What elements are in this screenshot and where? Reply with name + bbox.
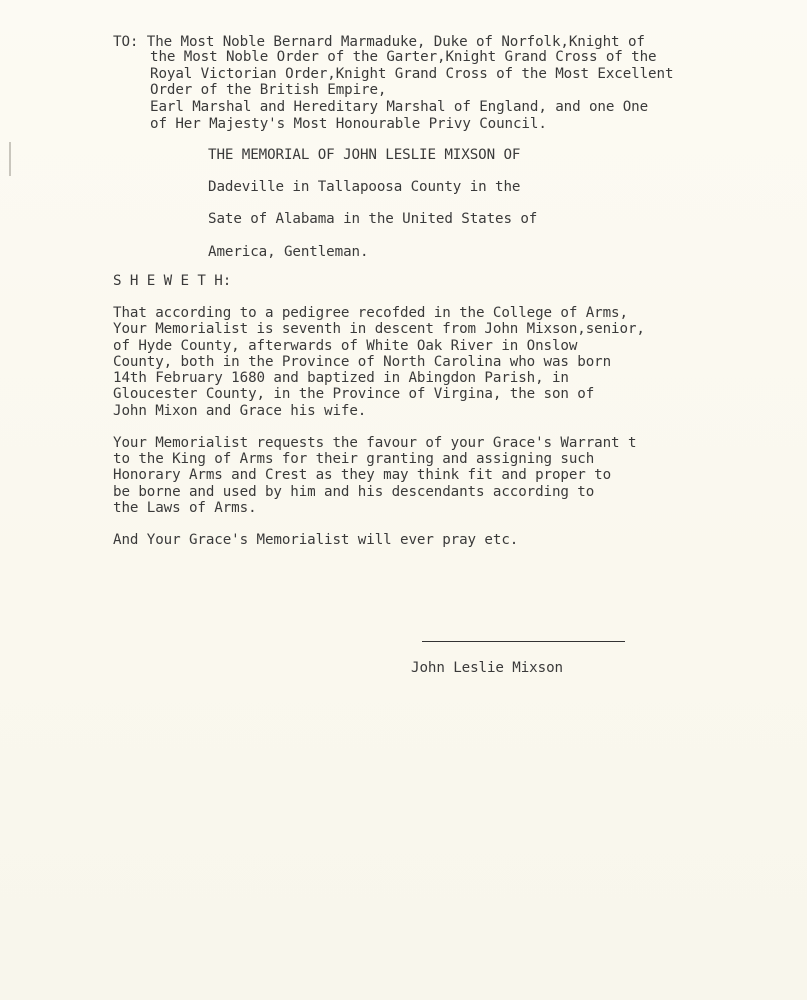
paragraph2-line-3: Honorary Arms and Crest as they may think fit and proper to (113, 467, 612, 483)
address-line-6: of Her Majesty's Most Honourable Privy Council. (150, 116, 547, 132)
paragraph1-line-3: of Hyde County, afterwards of White Oak River in Onslow (113, 338, 578, 354)
signature-name: John Leslie Mixson (411, 660, 563, 676)
paragraph2-line-2: to the King of Arms for their granting and assigning such (113, 451, 595, 467)
address-line-5: Earl Marshal and Hereditary Marshal of England, and one One (150, 99, 649, 115)
paragraph1-line-5: 14th February 1680 and baptized in Abingdon Parish, in (113, 370, 569, 386)
paragraph2-line-1: Your Memorialist requests the favour of your Grace's Warrant t (113, 435, 637, 451)
address-line-3: Royal Victorian Order,Knight Grand Cross of the Most Excellent (150, 66, 674, 82)
paragraph1-line-1: That according to a pedigree recofded in the College of Arms, (113, 305, 628, 321)
paragraph1-line-7: John Mixon and Grace his wife. (113, 403, 367, 419)
address-line-1: TO: The Most Noble Bernard Marmaduke, Duke of Norfolk,Knight of (113, 34, 645, 50)
scan-edge-mark (9, 142, 11, 176)
address-line-4: Order of the British Empire, (150, 82, 387, 98)
paragraph1-line-2: Your Memorialist is seventh in descent from John Mixson,senior, (113, 321, 645, 337)
paragraph2-line-5: the Laws of Arms. (113, 500, 257, 516)
sheweth-heading: S H E W E T H: (113, 273, 232, 289)
paragraph1-line-4: County, both in the Province of North Carolina who was born (113, 354, 612, 370)
paragraph2-line-4: be borne and used by him and his descendants according to (113, 484, 595, 500)
memorial-line-4: America, Gentleman. (208, 244, 369, 260)
signature-rule (422, 641, 625, 642)
memorial-line-2: Dadeville in Tallapoosa County in the (208, 179, 521, 195)
closing-line: And Your Grace's Memorialist will ever pray etc. (113, 532, 519, 548)
memorial-line-3: Sate of Alabama in the United States of (208, 211, 538, 227)
address-line-2: the Most Noble Order of the Garter,Knight Grand Cross of the (150, 49, 657, 65)
paragraph1-line-6: Gloucester County, in the Province of Virgina, the son of (113, 386, 595, 402)
memorial-line-1: THE MEMORIAL OF JOHN LESLIE MIXSON OF (208, 147, 521, 163)
